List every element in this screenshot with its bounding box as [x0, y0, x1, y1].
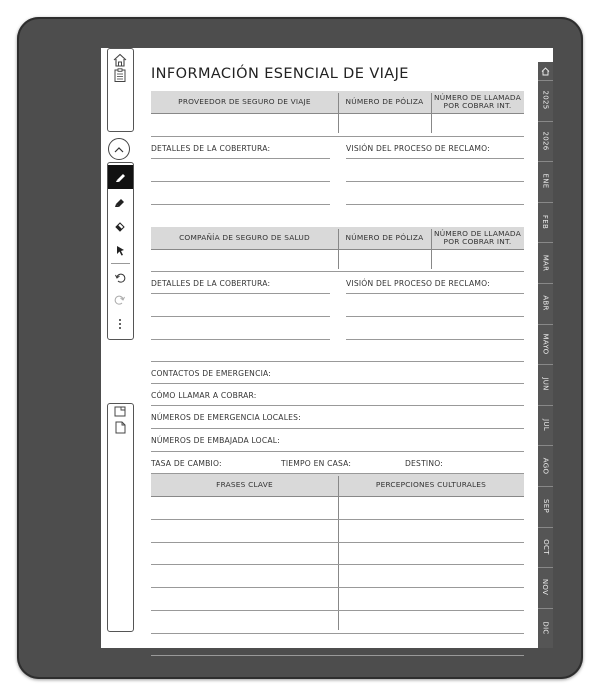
tab-nov[interactable] — [538, 567, 553, 608]
tab-jun[interactable] — [538, 364, 553, 405]
tab-ago[interactable] — [538, 445, 553, 486]
field-line — [346, 158, 524, 159]
local-emergency-label: NÚMEROS DE EMERGENCIA LOCALES: — [151, 413, 301, 422]
field-line — [151, 564, 524, 565]
field-line — [151, 293, 330, 294]
tab-oct[interactable] — [538, 527, 553, 568]
pen-tool-button[interactable] — [108, 165, 133, 189]
col-insurance-provider: PROVEEDOR DE SEGURO DE VIAJE — [178, 97, 311, 107]
select-icon — [114, 244, 126, 256]
tab-label: ABR — [541, 295, 550, 311]
field-line — [346, 339, 524, 340]
more-options-button[interactable] — [112, 316, 128, 332]
tab-divider — [538, 608, 553, 609]
claim-label: VISIÓN DEL PROCESO DE RECLAMO: — [346, 144, 490, 153]
claim-label: VISIÓN DEL PROCESO DE RECLAMO: — [346, 279, 490, 288]
tab-label: 2026 — [541, 131, 550, 151]
field-line — [151, 383, 524, 384]
tab-divider — [538, 80, 553, 81]
tab-divider — [538, 364, 553, 365]
tab-divider — [538, 202, 553, 203]
tab-label: MAYO — [541, 333, 550, 355]
col-key-phrases: FRASES CLAVE — [216, 480, 273, 490]
more-icon — [118, 318, 122, 330]
tab-divider — [538, 161, 553, 162]
home-icon[interactable] — [112, 52, 128, 66]
page-icon — [115, 421, 126, 434]
home-icon — [541, 67, 550, 76]
field-line — [151, 610, 524, 611]
tab-label: NOV — [541, 579, 550, 596]
field-line — [346, 204, 524, 205]
page-title: INFORMACIÓN ESENCIAL DE VIAJE — [151, 66, 409, 82]
undo-icon — [114, 272, 126, 284]
field-line — [151, 271, 524, 272]
field-line — [346, 181, 524, 182]
tab-mar[interactable] — [538, 242, 553, 283]
tab-divider — [538, 527, 553, 528]
field-line — [151, 587, 524, 588]
field-line — [151, 339, 330, 340]
embassy-label: NÚMEROS DE EMBAJADA LOCAL: — [151, 436, 280, 445]
toolbar-separator — [111, 263, 130, 264]
redo-icon — [114, 294, 126, 306]
tab-divider — [538, 445, 553, 446]
notes-button[interactable] — [112, 404, 128, 418]
tab-label: AGO — [541, 457, 550, 474]
field-line — [151, 361, 524, 362]
coverage-label: DETALLES DE LA COBERTURA: — [151, 279, 271, 288]
field-line — [151, 542, 524, 543]
col-health-company: COMPAÑÍA DE SEGURO DE SALUD — [179, 233, 310, 243]
page-button[interactable] — [112, 420, 128, 434]
tab-home[interactable] — [538, 62, 553, 80]
coverage-label: DETALLES DE LA COBERTURA: — [151, 144, 271, 153]
month-tabs — [538, 62, 553, 648]
field-line — [151, 181, 330, 182]
emergency-contacts-label: CONTACTOS DE EMERGENCIA: — [151, 369, 272, 378]
col-policy-number: NÚMERO DE PÓLIZA — [345, 97, 424, 107]
field-line — [151, 655, 524, 656]
tab-divider — [538, 121, 553, 122]
tab-label: 2025 — [541, 90, 550, 110]
tab-divider — [538, 486, 553, 487]
field-line — [151, 158, 330, 159]
tab-dic[interactable] — [538, 608, 553, 649]
col-policy-number: NÚMERO DE PÓLIZA — [345, 233, 424, 243]
tab-sep[interactable] — [538, 486, 553, 527]
chevron-up-icon — [114, 146, 124, 153]
collapse-toolbar-button[interactable] — [108, 138, 130, 160]
divider — [338, 93, 339, 133]
field-line — [346, 316, 524, 317]
tab-label: OCT — [541, 539, 550, 555]
tab-divider — [538, 405, 553, 406]
highlighter-tool-button[interactable] — [112, 194, 128, 210]
tab-divider — [538, 242, 553, 243]
field-line — [151, 451, 524, 452]
tab-label: ENE — [541, 173, 550, 189]
tab-label: MAR — [541, 254, 550, 271]
screen — [101, 48, 553, 648]
exchange-rate-label: TASA DE CAMBIO: — [151, 459, 222, 468]
destination-label: DESTINO: — [405, 459, 444, 468]
eraser-tool-button[interactable] — [112, 218, 128, 234]
field-line — [151, 136, 524, 137]
undo-button[interactable] — [112, 270, 128, 286]
home-time-label: TIEMPO EN CASA: — [281, 459, 352, 468]
tab-divider — [538, 283, 553, 284]
field-line — [151, 405, 524, 406]
collect-call-label: CÓMO LLAMAR A COBRAR: — [151, 391, 257, 400]
lasso-tool-button[interactable] — [112, 242, 128, 258]
field-line — [151, 633, 524, 634]
field-line — [151, 428, 524, 429]
col-cultural-insights: PERCEPCIONES CULTURALES — [375, 480, 487, 490]
tab-mayo[interactable] — [538, 324, 553, 365]
notes-icon — [114, 406, 126, 417]
tab-label: JUL — [541, 419, 550, 432]
field-line — [151, 316, 330, 317]
pen-icon — [115, 171, 127, 183]
divider — [338, 229, 339, 269]
tab-label: FEB — [541, 215, 550, 230]
field-line — [151, 204, 330, 205]
tab-label: DIC — [541, 621, 550, 635]
redo-button[interactable] — [112, 292, 128, 308]
divider — [338, 476, 339, 630]
divider — [431, 229, 432, 269]
tab-feb[interactable] — [538, 202, 553, 243]
tab-label: SEP — [541, 499, 550, 514]
tab-jul[interactable] — [538, 405, 553, 446]
divider — [431, 93, 432, 133]
eraser-icon — [114, 220, 126, 232]
tab-ene[interactable] — [538, 161, 553, 202]
tab-label: JUN — [541, 377, 550, 392]
clipboard-icon[interactable] — [114, 67, 126, 81]
field-line — [346, 293, 524, 294]
col-collect-call: NÚMERO DE LLAMADA POR COBRAR INT. — [434, 93, 521, 110]
col-collect-call: NÚMERO DE LLAMADA POR COBRAR INT. — [434, 229, 521, 246]
tab-2025[interactable] — [538, 80, 553, 121]
field-line — [151, 519, 524, 520]
highlighter-icon — [114, 196, 126, 208]
tab-divider — [538, 324, 553, 325]
toolbar-bottom-panel — [107, 403, 134, 632]
tab-divider — [538, 567, 553, 568]
tab-abr[interactable] — [538, 283, 553, 324]
tab-2026[interactable] — [538, 121, 553, 162]
